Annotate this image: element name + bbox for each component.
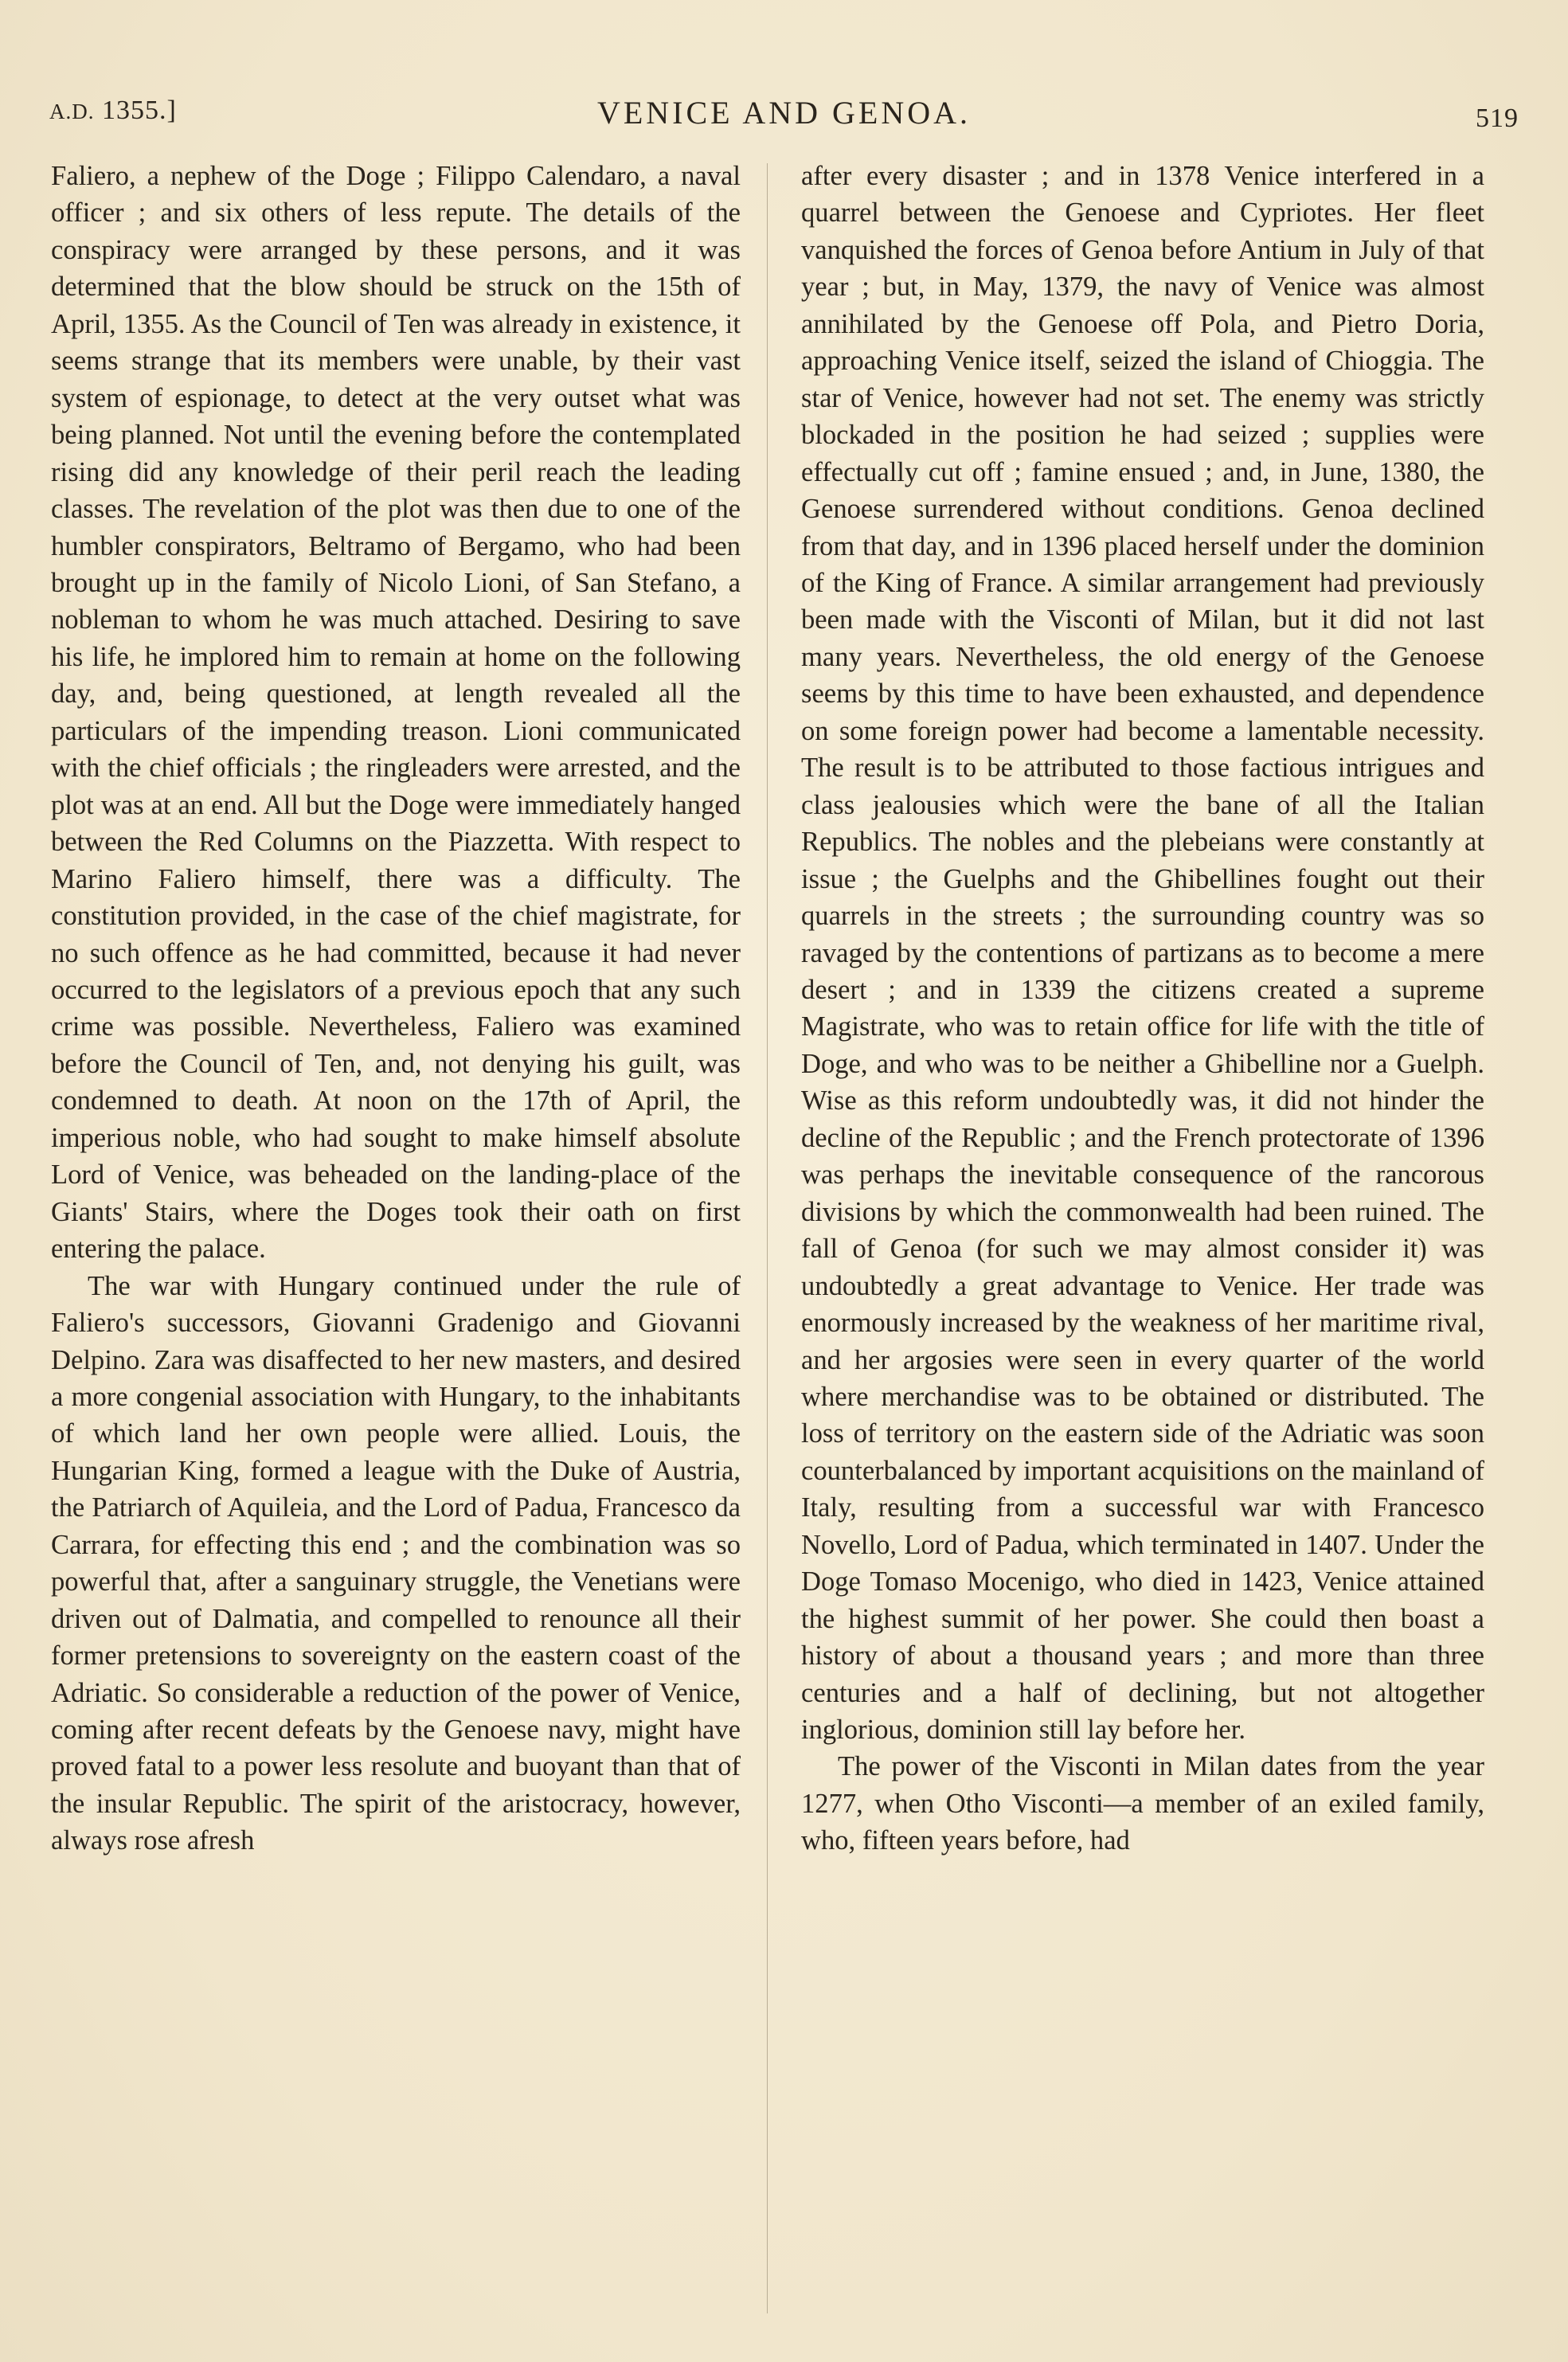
column-divider xyxy=(767,163,768,2313)
running-head xyxy=(49,89,1519,133)
running-head-ad: A.D. xyxy=(49,100,95,123)
page-number: 519 xyxy=(1476,104,1519,133)
paragraph: after every disaster ; and in 1378 Venice interfered in a quarrel between the Genoese and Cypriotes. Her fleet vanquished the forces of Genoa before Antium in July of that year ; but, in May, 1379, the navy of Venice was almost annihilated by the Genoese off Pola, and Pietro Doria, approaching Venice itself, seized the island of Chioggia. The star of Venice, however had not set. The enemy was strictly blockaded in the position he had seized ; supplies were effectually cut off ; famine ensued ; and, in June, 1380, the Genoese surrendered without conditions. Genoa declined from that day, and in 1396 placed herself under the dominion of the King of France. A similar arrangement had previously been made with the Visconti of Milan, but it did not last many years. Nevertheless, the old energy of the Genoese seems by this time to have been exhausted, and dependence on some foreign power had become a lamentable necessity. The result is to be attributed to those factious intrigues and class jealousies which were the bane of all the Italian Republics. The nobles and the plebeians were constantly at issue ; the Guelphs and the Ghibellines fought out their quarrels in the streets ; the surrounding country was so ravaged by the contentions of partizans as to become a mere desert ; and in 1339 the citizens created a supreme Magistrate, who was to retain office for life with the title of Doge, and who was to be neither a Ghibelline nor a Guelph. Wise as this reform undoubtedly was, it did not hinder the decline of the Republic ; and the French protectorate of 1396 was perhaps the inevitable consequence of the rancorous divisions by which the commonwealth had been ruined. The fall of Genoa (for such we may almost consider it) was undoubtedly a great advantage to Venice. Her trade was enormously increased by the weakness of her maritime rival, and her argosies were seen in every quarter of the world where merchandise was to be obtained or distributed. The loss of territory on the eastern side of the Adriatic was soon counterbalanced by important acquisitions on the mainland of Italy, resulting from a successful war with Francesco Novello, Lord of Padua, which terminated in 1407. Under the Doge Tomaso Mocenigo, who died in 1423, Venice attained the highest summit of her power. She could then boast a history of about a thousand years ; and more than three centuries and a half of declining, but not altogether inglorious, dominion still lay before her. xyxy=(801,161,1484,1746)
right-column xyxy=(801,158,1484,1859)
running-head-title: VENICE AND GENOA. xyxy=(596,95,972,131)
paragraph: The power of the Visconti in Milan dates from the year 1277, when Otho Visconti—a member of an exiled family, who, fifteen years before, had xyxy=(801,1751,1484,1856)
paragraph: The war with Hungary continued under the rule of Faliero's successors, Giovanni Gradenigo and Giovanni Delpino. Zara was disaffected to her new masters, and desired a more congenial association with Hungary, to the inhabitants of which land her own people were allied. Louis, the Hungarian King, formed a league with the Duke of Austria, the Patriarch of Aquileia, and the Lord of Padua, Francesco da Carrara, for effecting this end ; and the combination was so powerful that, after a sanguinary struggle, the Venetians were driven out of Dalmatia, and compelled to renounce all their former pretensions to sovereignty on the eastern coast of the Adriatic. So considerable a reduction of the power of Venice, coming after recent defeats by the Genoese navy, might have proved fatal to a power less resolute and buoyant than that of the insular Republic. The spirit of the aristocracy, however, always rose afresh xyxy=(51,1270,741,1856)
paragraph: Faliero, a nephew of the Doge ; Filippo Calendaro, a naval officer ; and six others of less repute. The details of the conspiracy were arranged by these persons, and it was determined that the blow should be struck on the 15th of April, 1355. As the Council of Ten was already in existence, it seems strange that its members were unable, by their vast system of espionage, to detect at the very outset what was being planned. Not until the evening before the contemplated rising did any knowledge of their peril reach the leading classes. The revelation of the plot was then due to one of the humbler conspirators, Beltramo of Bergamo, who had been brought up in the family of Nicolo Lioni, of San Stefano, a nobleman to whom he was much attached. Desiring to save his life, he implored him to remain at home on the following day, and, being questioned, at length revealed all the particulars of the impending treason. Lioni communicated with the chief officials ; the ringleaders were arrested, and the plot was at an end. All but the Doge were immediately hanged between the Red Columns on the Piazzetta. With respect to Marino Faliero himself, there was a difficulty. The constitution provided, in the case of the chief magistrate, for no such offence as he had committed, because it had never occurred to the legislators of a previous epoch that any such crime was possible. Nevertheless, Faliero was examined before the Council of Ten, and, not denying his guilt, was condemned to death. At noon on the 17th of April, the imperious noble, who had sought to make himself absolute Lord of Venice, was beheaded on the landing-place of the Giants' Stairs, where the Doges took their oath on first entering the palace. xyxy=(51,161,741,1265)
left-column xyxy=(51,158,741,1859)
running-head-year: 1355.] xyxy=(102,96,177,125)
